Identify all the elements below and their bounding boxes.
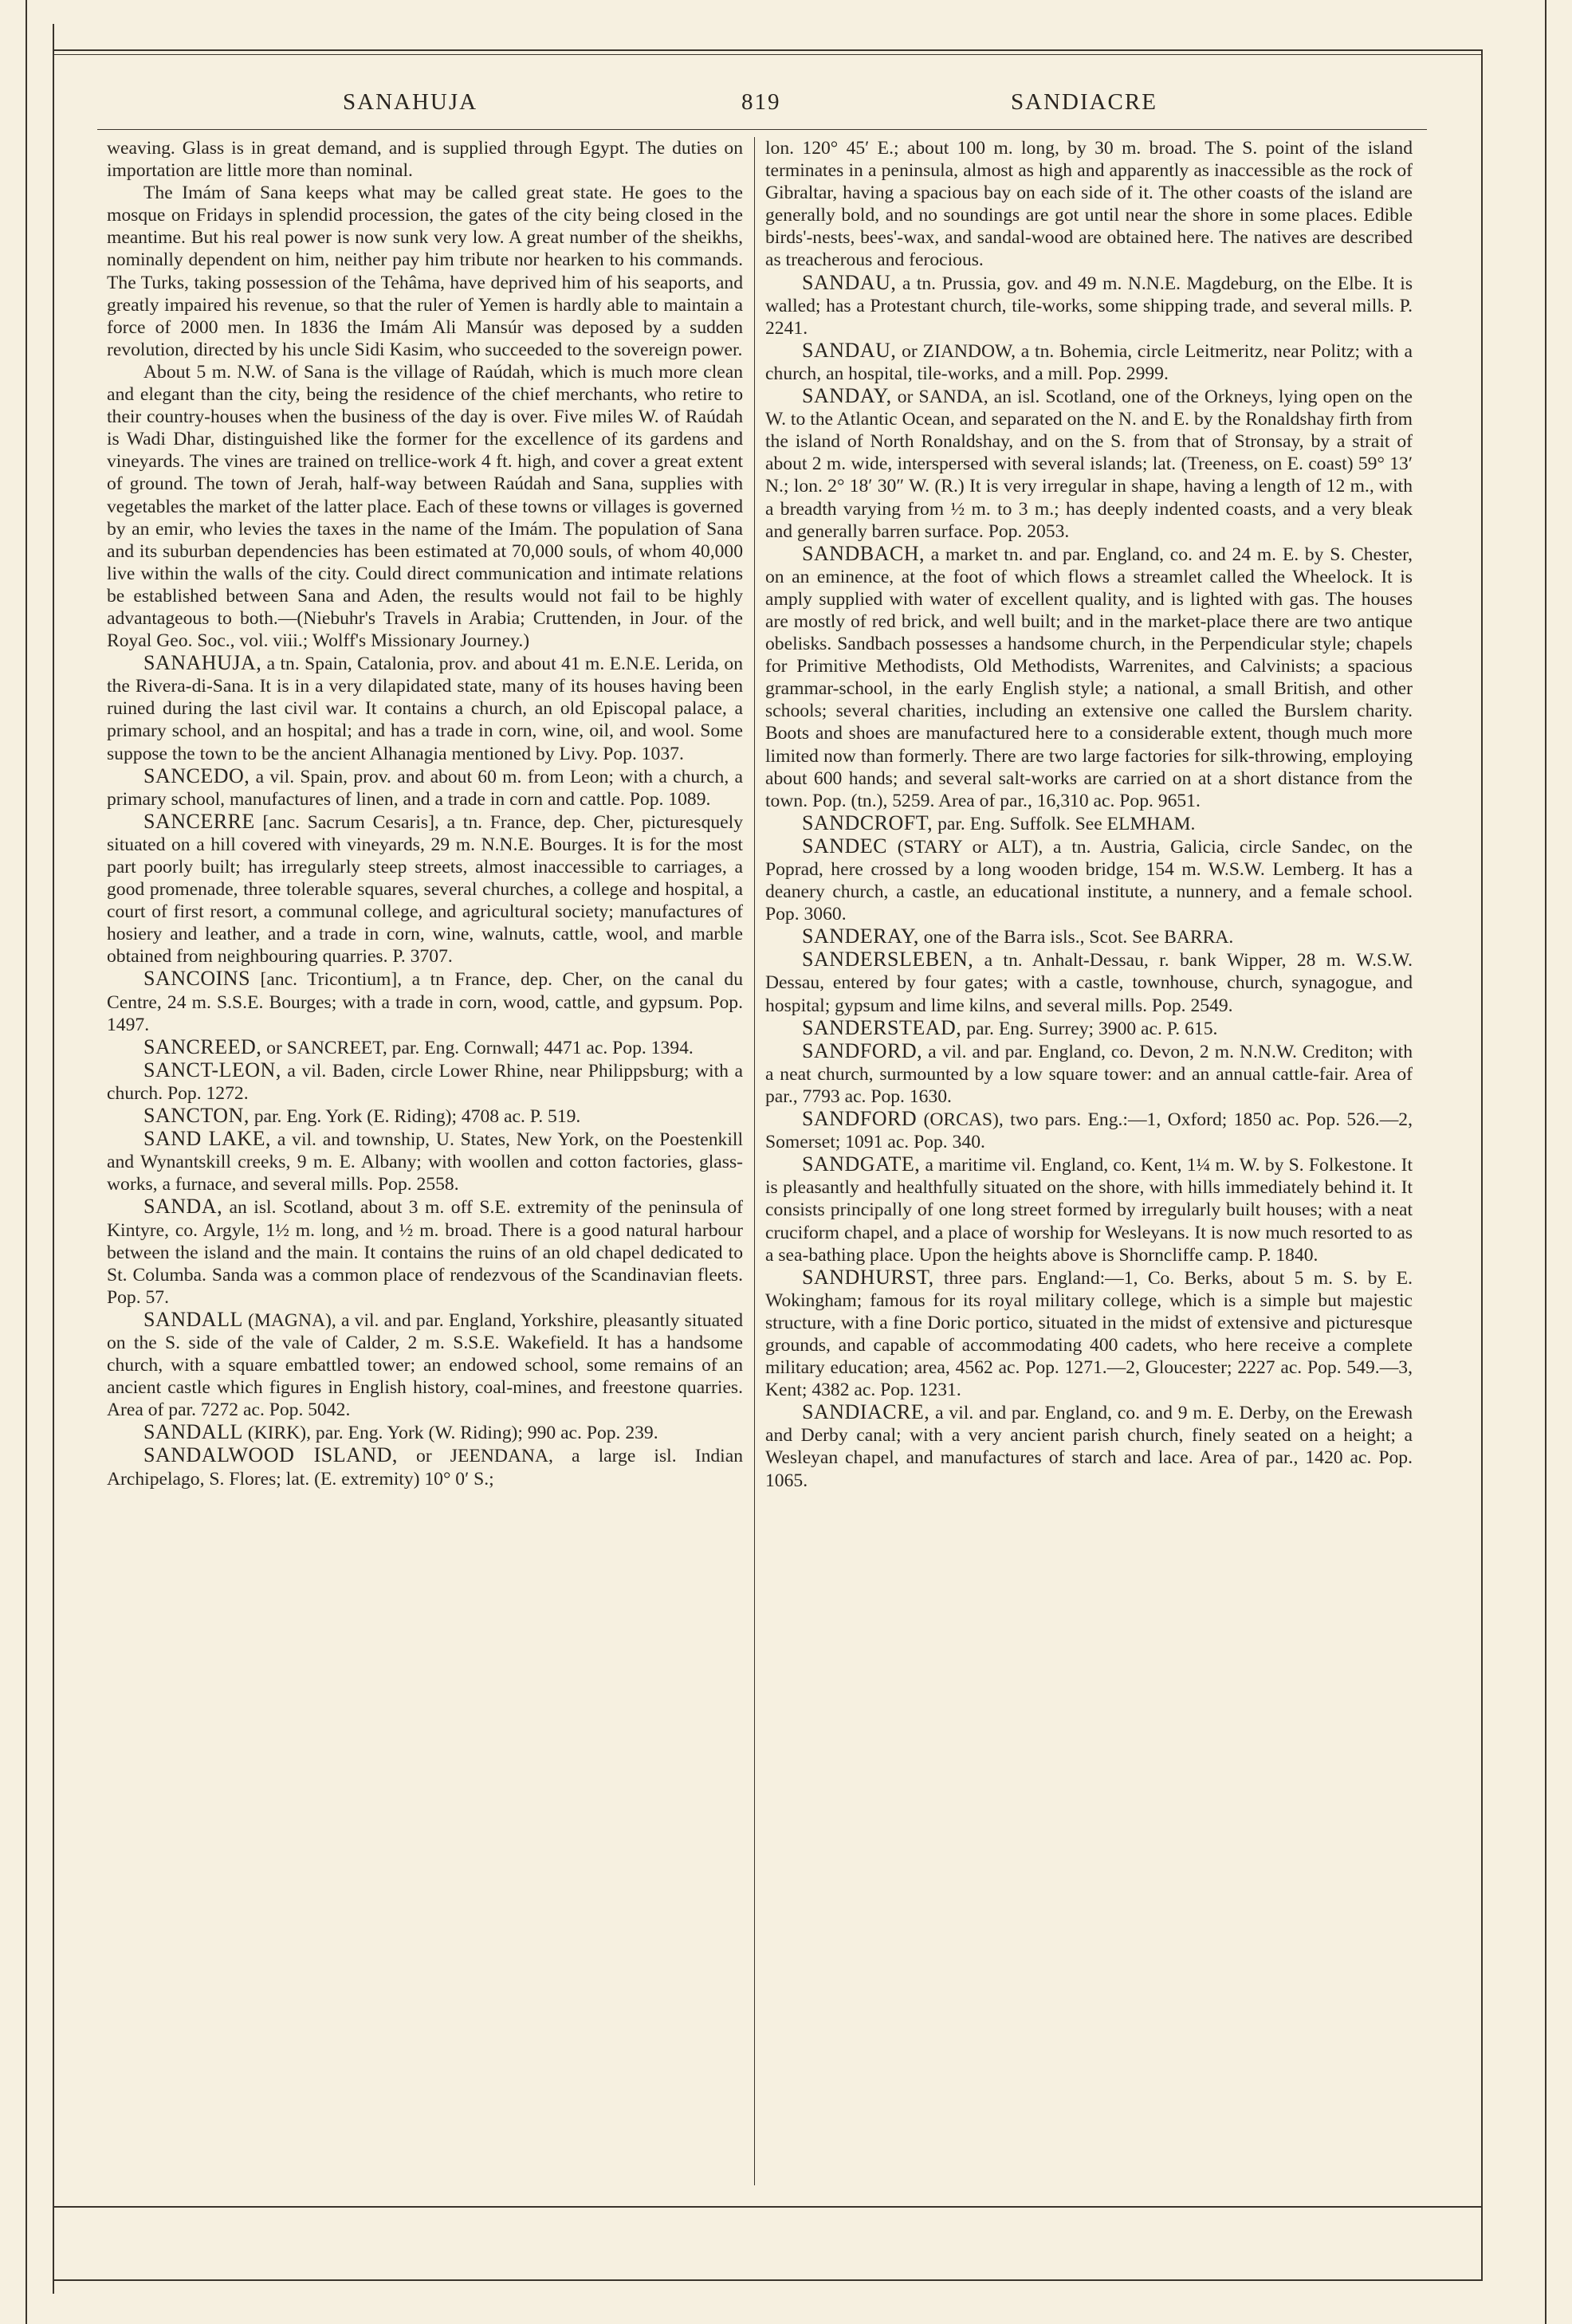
entry-headword: SANCT-LEON, [143,1058,281,1082]
gazetteer-entry: SANCOINS [anc. Tricontium], a tn France, dep. Cher, on the canal du Centre, 24 m. S.S.E. Bourges; with a trade in corn, wood, cattle, and gypsum. Pop. 1497. [107,967,743,1035]
frame-left-outer-rule [26,0,27,2324]
gazetteer-entry: SANDAU, a tn. Prussia, gov. and 49 m. N.N.E. Magdeburg, on the Elbe. It is walled; has a Protestant church, tile-works, some shipping trade, and several mills. P. 2241. [765,270,1413,339]
gazetteer-entry: SANCT-LEON, a vil. Baden, circle Lower Rhine, near Philippsburg; with a church. Pop. 1272. [107,1058,743,1104]
gazetteer-entry: SAND LAKE, a vil. and township, U. States, New York, on the Poestenkill and Wynantskill creeks, 9 m. E. Albany; with woollen and cotton factories, glass-works, a furnace, and several mills. Pop. 2558. [107,1127,743,1195]
entry-headword: SANDBACH, [802,541,926,565]
entry-paragraph: lon. 120° 45′ E.; about 100 m. long, by 30 m. broad. The S. point of the island terminates in a peninsula, almost as high and apparently as inaccessible as the rock of Gibraltar, having a spacious bay on each side of it. The other coasts of the island are generally bold, and no soundings are got until near the shore in some places. Edible birds'-nests, bees'-wax, and sandal-wood are obtained here. The natives are described as treacherous and ferocious. [765,138,1413,271]
entry-headword: SANDGATE, [802,1152,921,1176]
entry-headword: SANDFORD [802,1107,918,1131]
entry-headword: SANDERAY, [802,924,919,948]
footer-rule-lower [53,2279,1483,2281]
gazetteer-entry: SANDFORD (ORCAS), two pars. Eng.:—1, Oxford; 1850 ac. Pop. 526.—2, Somerset; 1091 ac. Pop. 340. [765,1107,1413,1153]
entry-headword: SANDFORD, [802,1038,923,1062]
entry-headword: SANDERSTEAD, [802,1015,962,1039]
entry-headword: SANDALWOOD ISLAND, [143,1443,398,1467]
entry-headword: SANDIACRE, [802,1400,930,1424]
gazetteer-entry: SANDA, an isl. Scotland, about 3 m. off S.E. extremity of the peninsula of Kintyre, co. Argyle, 1½ m. long, and ½ m. broad. There is a good natural harbour between the island and the main. It contains the ruins of an old chapel dedicated to St. Columba. Sanda was a common place of rendezvous of the Scandinavian fleets. Pop. 57. [107,1195,743,1308]
gazetteer-entry: SANDGATE, a maritime vil. England, co. Kent, 1¼ m. W. by S. Folkestone. It is pleasantly and healthfully situated on the shore, with hills immediately behind it. It consists principally of one long street formed by irregularly built houses; with a neat cruciform chapel, and a place of worship for Wesleyans. It is now much resorted to as a sea-bathing place. Upon the heights above is Shorncliffe camp. P. 1840. [765,1152,1413,1266]
gazetteer-entry: SANDIACRE, a vil. and par. England, co. and 9 m. E. Derby, on the Erewash and Derby canal; with a very ancient parish church, finely seated on a height; a Wesleyan chapel, and manufactures of starch and lace. Area of par., 1420 ac. Pop. 1065. [765,1400,1413,1491]
gazetteer-entry: SANCREED, or SANCREET, par. Eng. Cornwall; 4471 ac. Pop. 1394. [143,1034,694,1058]
running-head [0,89,1572,121]
gazetteer-entry: SANDCROFT, par. Eng. Suffolk. See ELMHAM. [802,811,1196,834]
gazetteer-entry: SANDAY, or SANDA, an isl. Scotland, one of the Orkneys, lying open on the W. to the Atlantic Ocean, and separated on the N. and E. by the Ronaldshay firth from the island of North Ronaldshay, and on the S. from that of Stronsay, by a strait of about 2 m. wide, interspersed with several islands; lat. (Treeness, on E. coast) 59° 13′ N.; lon. 2° 18′ 30″ W. (R.) It is very irregular in shape, having a length of 12 m., with a breadth varying from ½ m. to 3 m.; has deeply indented coasts, and a very bleak and generally barren surface. Pop. 2053. [765,384,1413,542]
entry-headword: SANAHUJA, [143,651,262,675]
gazetteer-entry: SANCEDO, a vil. Spain, prov. and about 60 m. from Leon; with a church, a primary school, manufactures of linen, and a trade in corn and cattle. Pop. 1089. [107,764,743,810]
gazetteer-entry: SANCTON, par. Eng. York (E. Riding); 4708 ac. P. 519. [143,1104,581,1128]
entry-headword: SANDALL [143,1307,243,1331]
gazetteer-entry: SANDBACH, a market tn. and par. England, co. and 24 m. E. by S. Chester, on an eminence, at the foot of which flows a streamlet called the Wheelock. It is amply supplied with water of excellent quality, and is lighted with gas. The houses are mostly of red brick, and well built; and in the market-place there are two antique obelisks. Sandbach possesses a handsome church, in the Perpendicular style; chapels for Primitive Methodists, Old Methodists, Warrenites, and Calvinists; a spacious grammar-school, in the early English style; a national, a small British, and other schools; several charities, including an extensive one called the Burslem charity. Boots and shoes are manufactured here to a considerable extent, though much more limited now than formerly. There are two large factories for silk-throwing, employing about 600 hands; and several salt-works are carried on at a short distance from the town. Pop. (tn.), 5259. Area of par., 16,310 ac. Pop. 9651. [765,541,1413,811]
gazetteer-entry: SANDALL (MAGNA), a vil. and par. England, Yorkshire, pleasantly situated on the S. side of the vale of Calder, 2 m. S.S.E. Wakefield. It has a handsome church, with a square embattled tower; an endowed school, some remains of an ancient castle which figures in English history, coal-mines, and freestone quarries. Area of par. 7272 ac. Pop. 5042. [107,1307,743,1421]
entry-headword: SANDAY, [802,384,892,408]
entry-headword: SANDERSLEBEN, [802,948,974,972]
frame-right-edge-rule [1545,0,1546,2324]
page-number: 819 [741,89,781,115]
entry-paragraph: weaving. Glass is in great demand, and is supplied through Egypt. The duties on importation are little more than nominal. [107,138,743,182]
gazetteer-entry: SANDALWOOD ISLAND, or JEENDANA, a large isl. Indian Archipelago, S. Flores; lat. (E. extremity) 10° 0′ S.; [107,1443,743,1490]
header-right-word: SANDIACRE [1011,89,1157,115]
column-divider [754,137,755,2185]
frame-top-rule [53,49,1483,51]
entry-headword: SANDEC [802,834,888,858]
entry-headword: SANCREED, [143,1034,262,1058]
frame-right-rule [1481,49,1483,2281]
header-under-rule [97,129,1427,130]
entry-headword: SANCERRE [143,809,255,833]
footer-rule [53,2206,1483,2208]
entry-headword: SANDALL [143,1420,243,1444]
right-column [765,137,1413,2185]
entry-headword: SANDAU, [802,270,897,294]
left-column [107,137,743,2185]
frame-top-rule-inner [53,54,1483,55]
entry-headword: SAND LAKE, [143,1127,272,1151]
gazetteer-entry: SANDEC (STARY or ALT), a tn. Austria, Galicia, circle Sandec, on the Poprad, here crossed by a long wooden bridge, 154 m. W.S.W. Lemberg. It has a deanery church, a castle, an educational institute, a nunnery, and a female school. Pop. 3060. [765,834,1413,925]
gazetteer-entry: SANDAU, or ZIANDOW, a tn. Bohemia, circle Leitmeritz, near Politz; with a church, an hospital, tile-works, and a mill. Pop. 2999. [765,338,1413,384]
gazetteer-entry: SANDERSTEAD, par. Eng. Surrey; 3900 ac. P. 615. [802,1015,1218,1039]
header-left-word: SANAHUJA [343,89,478,115]
entry-paragraph: About 5 m. N.W. of Sana is the village of Raúdah, which is much more clean and elegant than the city, being the residence of the chief merchants, who retire to their country-houses when the business of the day is over. Five miles W. of Raúdah is Wadi Dhar, distinguished like the former for the excellence of its gardens and vineyards. The vines are trained on trellice-work 4 ft. high, and cover a great extent of ground. The town of Jerah, half-way between Raúdah and Sana, supplies with vegetables the market of the latter place. Each of these towns or villages is governed by an emir, who levies the taxes in the name of the Imám. The population of Sana and its suburban dependencies has been estimated at 70,000 souls, of whom 40,000 live within the walls of the city. Could direct communication and intimate relations be established between Sana and Aden, the results would not fail to be highly advantageous to both.—(Niebuhr's Travels in Arabia; Cruttenden, in Jour. of the Royal Geo. Soc., vol. viii.; Wolff's Missionary Journey.) [107,361,743,652]
frame-left-inner-rule [53,24,54,2294]
gazetteer-entry: SANDERAY, one of the Barra isls., Scot. See BARRA. [802,924,1234,948]
entry-headword: SANDA, [143,1195,223,1219]
gazetteer-entry: SANDALL (KIRK), par. Eng. York (W. Riding); 990 ac. Pop. 239. [143,1420,658,1444]
entry-headword: SANCEDO, [143,764,250,787]
entry-headword: SANCOINS [143,967,251,991]
gazetteer-entry: SANDHURST, three pars. England:—1, Co. Berks, about 5 m. S. by E. Wokingham; famous for its royal military college, which is a simple but majestic structure, with a fine Doric portico, situated in the midst of extensive and picturesque grounds, and capable of accommodating 400 cadets, who here receive a complete military education; area, 4562 ac. Pop. 1271.—2, Gloucester; 2227 ac. Pop. 549.—3, Kent; 4382 ac. Pop. 1231. [765,1265,1413,1401]
gazetteer-entry: SANDERSLEBEN, a tn. Anhalt-Dessau, r. bank Wipper, 28 m. W.S.W. Dessau, entered by four gates; with a castle, townhouse, church, synagogue, and hospital; gypsum and lime kilns, and several mills. Pop. 2549. [765,948,1413,1016]
entry-headword: SANCTON, [143,1104,250,1128]
entry-headword: SANDAU, [802,338,897,362]
gazetteer-entry: SANCERRE [anc. Sacrum Cesaris], a tn. France, dep. Cher, picturesquely situated on a hill covered with vineyards, 29 m. N.N.E. Bourges. It is for the most part poorly built; has irregularly steep streets, almost inaccessible to carriages, a good promenade, three tolerable squares, several churches, a college and hospital, a court of first resort, a communal college, and agricultural society; manufactures of hosiery and leather, and a trade in corn, wine, walnuts, cattle, wool, and marble obtained from neighbouring quarries. P. 3707. [107,809,743,968]
gazetteer-entry: SANDFORD, a vil. and par. England, co. Devon, 2 m. N.N.W. Crediton; with a neat church, surmounted by a low square tower: and an annual cattle-fair. Area of par., 7793 ac. Pop. 1630. [765,1038,1413,1107]
entry-headword: SANDCROFT, [802,811,933,834]
entry-paragraph: The Imám of Sana keeps what may be called great state. He goes to the mosque on Fridays in splendid procession, the gates of the city being closed in the meantime. But his real power is now sunk very low. A great number of the sheikhs, nominally dependent on him, neither pay him tribute nor hearken to his commands. The Turks, taking possession of the Tehâma, have deprived him of his seaports, and greatly impaired his revenue, so that the ruler of Yemen is hardly able to maintain a force of 2000 men. In 1836 the Imám Ali Mansúr was deposed by a sudden revolution, directed by his uncle Sidi Kasim, who succeeded to the sovereign power. [107,183,743,360]
gazetteer-entry: SANAHUJA, a tn. Spain, Catalonia, prov. and about 41 m. E.N.E. Lerida, on the Rivera-di-Sana. It is in a very dilapidated state, many of its houses having been ruined during the last civil war. It contains a church, an old Episcopal palace, a primary school, and an hospital; and has a trade in corn, wine, oil, and wool. Some suppose the town to be the ancient Alhanagia mentioned by Livy. Pop. 1037. [107,651,743,764]
entry-headword: SANDHURST, [802,1265,934,1289]
